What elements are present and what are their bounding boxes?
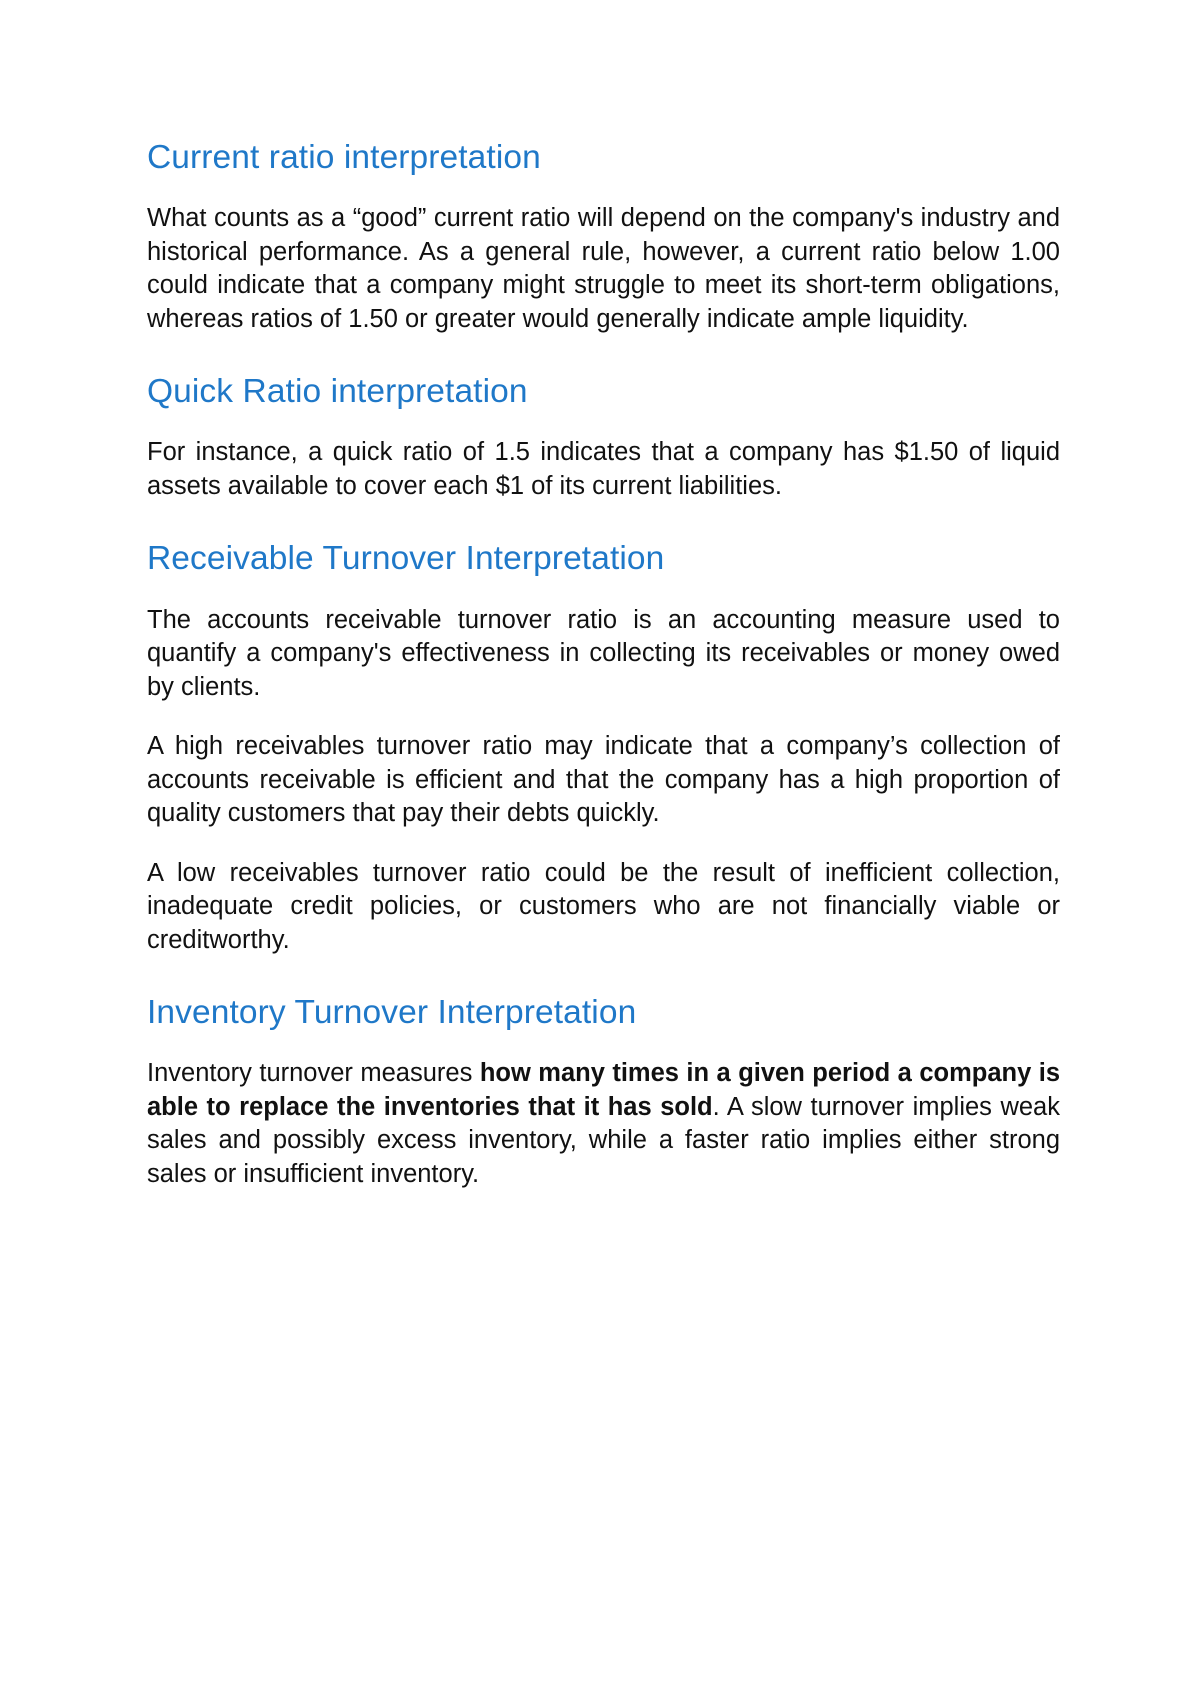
inventory-text-after: . A slow turnover implies weak sales and possibly excess inventory, while a faster ratio implies either strong sales or insufficient inventory. [147,1092,1060,1188]
document-page [147,138,1060,1217]
heading-receivable-turnover: Receivable Turnover Interpretation [147,540,665,578]
heading-quick-ratio: Quick Ratio interpretation [147,373,528,411]
inventory-text-before: Inventory turnover measures [147,1059,480,1088]
heading-inventory-turnover: Inventory Turnover Interpretation [147,994,637,1032]
paragraph-inventory-turnover [147,1057,1060,1191]
inventory-text-bold: how many times in a given period a company is able to replace the inventories that it has sold [147,1059,1060,1121]
paragraph-quick-ratio: For instance, a quick ratio of 1.5 indicates that a company has $1.50 of liquid assets available to cover each $1 of its current liabilities. [147,438,1060,500]
paragraph-receivable-high: A high receivables turnover ratio may indicate that a company’s collection of accounts receivable is efficient and that the company has a high proportion of quality customers that pay their debts quickly. [147,732,1060,828]
paragraph-receivable-definition: The accounts receivable turnover ratio is an accounting measure used to quantify a company's effectiveness in collecting its receivables or money owed by clients. [147,605,1060,701]
paragraph-current-ratio: What counts as a “good” current ratio will depend on the company's industry and historical performance. As a general rule, however, a current ratio below 1.00 could indicate that a company might struggle to meet its short-term obligations, whereas ratios of 1.50 or greater would generally indicate ample liquidity. [147,204,1060,333]
paragraph-receivable-low: A low receivables turnover ratio could be the result of inefficient collection, inadequate credit policies, or customers who are not financially viable or creditworthy. [147,858,1060,954]
heading-current-ratio: Current ratio interpretation [147,139,541,176]
